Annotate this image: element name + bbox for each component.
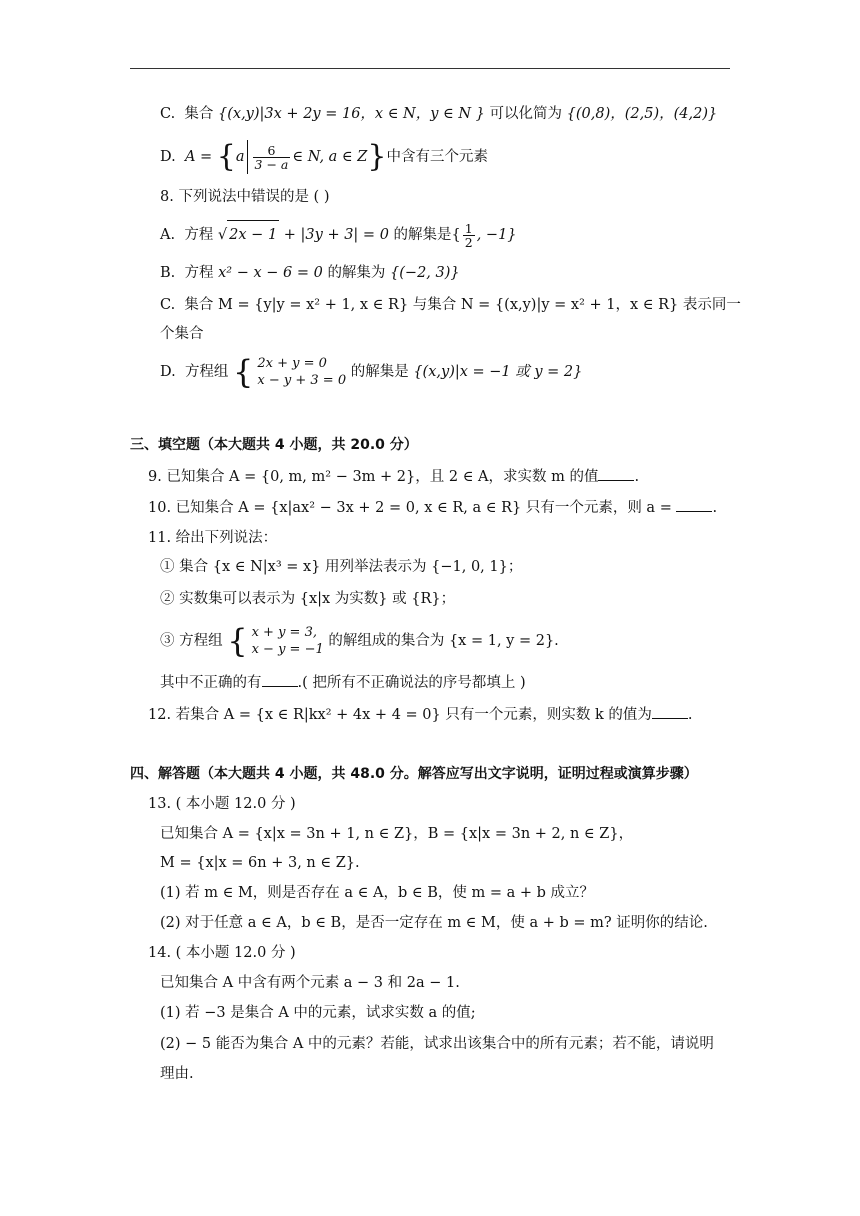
system-brace: { bbox=[233, 353, 254, 391]
option-label: D. bbox=[160, 149, 176, 165]
q13-line1: 已知集合 A = {x|x = 3n + 1, n ∈ Z}，B = {x|x = 3n + 2, n ∈ Z}， bbox=[160, 826, 634, 842]
q14-title: 14. ( 本小题 12.0 分 ) bbox=[148, 945, 296, 961]
q13-line2: M = {x|x = 6n + 3, n ∈ Z}. bbox=[160, 855, 360, 871]
q11-statement-1: ① 集合 {x ∈ N|x³ = x} 用列举法表示为 {−1, 0, 1}； bbox=[160, 559, 523, 575]
answer-blank[interactable] bbox=[262, 672, 298, 687]
answer-blank[interactable] bbox=[598, 466, 634, 481]
q10: 10. 已知集合 A = {x|ax² − 3x + 2 = 0, x ∈ R, a ∈ R} 只有一个元素，则 a = . bbox=[148, 497, 717, 518]
q14-part1: (1) 若 −3 是集合 A 中的元素，试求实数 a 的值; bbox=[160, 1005, 476, 1021]
answer-blank[interactable] bbox=[652, 704, 688, 719]
header-rule bbox=[130, 68, 730, 69]
equation-system: 2x + y = 0 x − y + 3 = 0 bbox=[257, 356, 347, 388]
q11-statement-3: ③ 方程组 { x + y = 3, x − y = −1 的解组成的集合为 {x = 1, y = 2}. bbox=[160, 622, 559, 660]
q8-option-c-line2: 个集合 bbox=[160, 326, 204, 342]
q12: 12. 若集合 A = {x ∈ R|kx² + 4x + 4 = 0} 只有一个元素，则实数 k 的值为 . bbox=[148, 704, 692, 725]
answer-blank[interactable] bbox=[676, 497, 712, 512]
q8-stem: 8. 下列说法中错误的是 ( ) bbox=[160, 189, 330, 205]
left-brace: { bbox=[216, 139, 236, 174]
q13-part2: (2) 对于任意 a ∈ A，b ∈ B，是否一定存在 m ∈ M，使 a + b = m? 证明你的结论. bbox=[160, 915, 708, 931]
section3-heading: 三、填空题（本大题共 4 小题，共 20.0 分） bbox=[130, 437, 418, 453]
q14-part2: (2) − 5 能否为集合 A 中的元素？若能，试求出该集合中的所有元素；若不能，请说明 bbox=[160, 1036, 714, 1052]
fraction: $\frac{6}{3 - a}$ bbox=[254, 142, 289, 172]
q7-option-c: C. 集合 {(x,y)|3x + 2y = 16，x ∈ N，y ∈ N } 可以化简为 {(0,8)，(2,5)，(4,2)} bbox=[160, 106, 718, 122]
sqrt-argument: 2x − 1 bbox=[227, 220, 279, 249]
set-result: {(0,8)，(2,5)，(4,2)} bbox=[566, 106, 718, 122]
right-brace: } bbox=[367, 139, 387, 174]
fraction-half: $\frac{1}{2}$ bbox=[464, 220, 473, 250]
q8-option-d: D. 方程组 { 2x + y = 0 x − y + 3 = 0 的解集是 {(x,y)|x = −1 或 y = 2} bbox=[160, 353, 583, 391]
section4-heading: 四、解答题（本大题共 4 小题，共 48.0 分。解答应写出文字说明，证明过程或演算步骤） bbox=[130, 766, 698, 782]
q9: 9. 已知集合 A = {0, m, m² − 3m + 2}，且 2 ∈ A，求实数 m 的值 . bbox=[148, 466, 639, 487]
q11: 11. 给出下列说法： bbox=[148, 530, 278, 546]
equation-system: x + y = 3, x − y = −1 bbox=[251, 625, 324, 657]
set-bar bbox=[247, 140, 248, 174]
system-brace: { bbox=[227, 622, 248, 660]
q13-title: 13. ( 本小题 12.0 分 ) bbox=[148, 796, 296, 812]
q13-part1: (1) 若 m ∈ M，则是否存在 a ∈ A，b ∈ B，使 m = a + b 成立？ bbox=[160, 885, 595, 901]
q14-part2-line2: 理由. bbox=[160, 1066, 194, 1082]
option-label: C. bbox=[160, 106, 176, 122]
q14-line1: 已知集合 A 中含有两个元素 a − 3 和 2a − 1. bbox=[160, 975, 460, 991]
q8-option-c: C. 集合 M = {y|y = x² + 1, x ∈ R} 与集合 N = {(x,y)|y = x² + 1，x ∈ R} 表示同一 bbox=[160, 297, 741, 313]
set-expression: {(x,y)|3x + 2y = 16，x ∈ N，y ∈ N } bbox=[218, 106, 485, 122]
q11-tail: 其中不正确的有 .( 把所有不正确说法的序号都填上 ) bbox=[160, 672, 526, 693]
q7-option-d: D. A = {a $\frac{6}{3 - a}$ ∈ N, a ∈ Z}中含有三个元素 bbox=[160, 139, 488, 174]
q11-statement-2: ② 实数集可以表示为 {x|x 为实数} 或 {R}； bbox=[160, 591, 456, 607]
q8-option-a: A. 方程 √ 2x − 1 + |3y + 3| = 0 的解集是{ $\frac{1}{2}$ , −1} bbox=[160, 220, 517, 250]
q8-option-b: B. 方程 x² − x − 6 = 0 的解集为 {(−2, 3)} bbox=[160, 265, 460, 281]
